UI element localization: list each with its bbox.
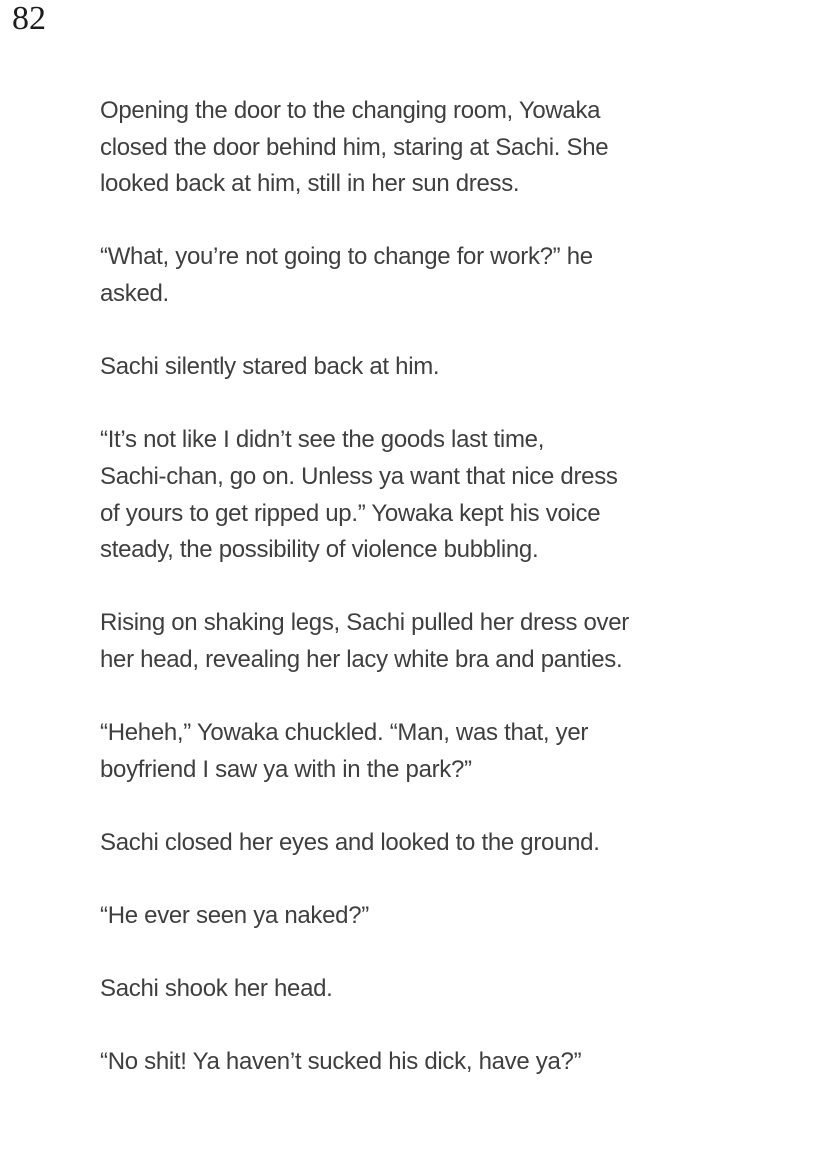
- text-line: boyfriend I saw ya with in the park?”: [100, 755, 472, 783]
- text-line: of yours to get ripped up.” Yowaka kept his voice: [100, 499, 601, 527]
- text-line: closed the door behind him, staring at Sachi. She: [100, 133, 609, 161]
- paragraph: [100, 605, 760, 678]
- paragraph: [100, 93, 760, 203]
- paragraph: [100, 971, 760, 1008]
- text-line: looked back at him, still in her sun dress.: [100, 170, 520, 198]
- page-body-text: [100, 93, 760, 1081]
- paragraph: [100, 239, 760, 312]
- text-line: Opening the door to the changing room, Yowaka: [100, 97, 601, 124]
- text-line: “What, you’re not going to change for work?” he: [100, 243, 593, 271]
- page-number: 82: [12, 0, 46, 37]
- paragraph: [100, 1044, 760, 1081]
- paragraph: [100, 349, 760, 386]
- text-line: asked.: [100, 279, 169, 307]
- paragraph: [100, 825, 760, 862]
- text-line: Sachi shook her head.: [100, 975, 333, 1003]
- text-line: Sachi-chan, go on. Unless ya want that nice dress: [100, 462, 618, 490]
- text-line: her head, revealing her lacy white bra and panties.: [100, 645, 623, 673]
- text-line: Sachi closed her eyes and looked to the ground.: [100, 828, 600, 856]
- text-line: steady, the possibility of violence bubbling.: [100, 536, 539, 564]
- text-line: “No shit! Ya haven’t sucked his dick, have ya?”: [100, 1048, 582, 1076]
- paragraph: [100, 898, 760, 935]
- paragraph: [100, 715, 760, 788]
- paragraph: [100, 422, 760, 568]
- text-line: Sachi silently stared back at him.: [100, 353, 440, 381]
- text-line: “He ever seen ya naked?”: [100, 902, 369, 930]
- text-line: “Heheh,” Yowaka chuckled. “Man, was that, yer: [100, 719, 589, 747]
- text-line: Rising on shaking legs, Sachi pulled her dress over: [100, 609, 630, 637]
- text-line: “It’s not like I didn’t see the goods last time,: [100, 426, 545, 454]
